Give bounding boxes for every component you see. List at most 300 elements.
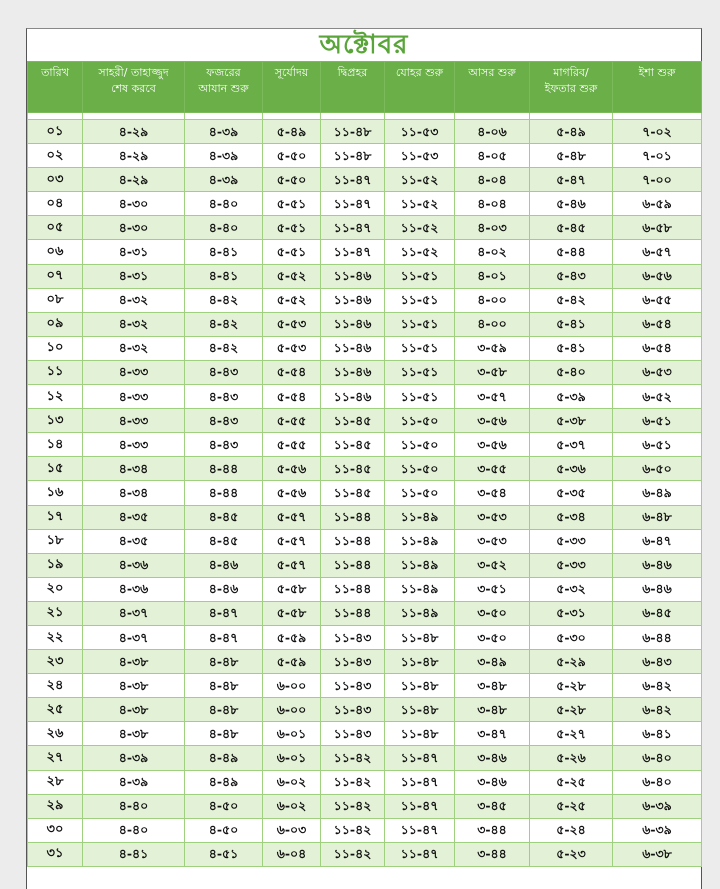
- fajr-cell: ৪-৪৭: [185, 625, 263, 649]
- zuhr-cell: ১১-৫১: [385, 264, 455, 288]
- isha-cell: ৬-৫৪: [613, 312, 702, 336]
- date-cell: ০২: [28, 144, 83, 168]
- fajr-cell: ৪-৫১: [185, 842, 263, 866]
- maghrib-cell: ৫-২৫: [530, 794, 613, 818]
- isha-cell: ৬-৪৫: [613, 601, 702, 625]
- sehri-cell: ৪-৪১: [83, 842, 185, 866]
- isha-cell: ৬-৪৮: [613, 505, 702, 529]
- zuhr-cell: ১১-৪৯: [385, 553, 455, 577]
- zuhr-cell: ১১-৪৮: [385, 625, 455, 649]
- sunrise-cell: ৫-৫৫: [263, 433, 321, 457]
- sunrise-cell: ৫-৫৩: [263, 336, 321, 360]
- sehri-cell: ৪-৩৯: [83, 746, 185, 770]
- maghrib-cell: ৫-৪৯: [530, 120, 613, 144]
- sunrise-cell: ৫-৫৪: [263, 385, 321, 409]
- asr-cell: ৩-৫৯: [455, 336, 530, 360]
- sunrise-cell: ৬-০২: [263, 794, 321, 818]
- gap-cell: [613, 113, 702, 120]
- zuhr-cell: ১১-৪৭: [385, 818, 455, 842]
- zuhr-cell: ১১-৪৯: [385, 505, 455, 529]
- noon-cell: ১১-৪৪: [321, 577, 385, 601]
- table-row: [28, 144, 702, 168]
- table-row: [28, 842, 702, 866]
- fajr-cell: ৪-৪৮: [185, 650, 263, 674]
- table-row: [28, 168, 702, 192]
- noon-cell: ১১-৪৭: [321, 168, 385, 192]
- sehri-cell: ৪-৩৮: [83, 674, 185, 698]
- col-header-isha: ইশা শুরু: [613, 62, 702, 113]
- sehri-cell: ৪-২৯: [83, 120, 185, 144]
- zuhr-cell: ১১-৫৩: [385, 120, 455, 144]
- noon-cell: ১১-৪২: [321, 818, 385, 842]
- table-row: [28, 240, 702, 264]
- sehri-cell: ৪-৩৯: [83, 770, 185, 794]
- fajr-cell: ৪-৪০: [185, 192, 263, 216]
- noon-cell: ১১-৪৩: [321, 698, 385, 722]
- sunrise-cell: ৫-৫৬: [263, 457, 321, 481]
- asr-cell: ৩-৪৮: [455, 698, 530, 722]
- date-cell: ২৫: [28, 698, 83, 722]
- asr-cell: ৪-০৫: [455, 144, 530, 168]
- month-title: অক্টোবর: [319, 30, 409, 60]
- fajr-cell: ৪-৪৯: [185, 746, 263, 770]
- isha-cell: ৭-০০: [613, 168, 702, 192]
- header-row: [28, 62, 702, 113]
- maghrib-cell: ৫-৪৪: [530, 240, 613, 264]
- noon-cell: ১১-৪৫: [321, 433, 385, 457]
- date-cell: ২৪: [28, 674, 83, 698]
- sehri-cell: ৪-২৯: [83, 168, 185, 192]
- zuhr-cell: ১১-৫০: [385, 481, 455, 505]
- sehri-cell: ৪-৩৪: [83, 481, 185, 505]
- maghrib-cell: ৫-৩৯: [530, 385, 613, 409]
- sehri-cell: ৪-৩৭: [83, 601, 185, 625]
- asr-cell: ৩-৫৬: [455, 433, 530, 457]
- sunrise-cell: ৫-৫৯: [263, 650, 321, 674]
- maghrib-cell: ৫-৩৩: [530, 553, 613, 577]
- sehri-cell: ৪-৩৩: [83, 360, 185, 384]
- sunrise-cell: ৫-৫১: [263, 192, 321, 216]
- sunrise-cell: ৫-৫৬: [263, 481, 321, 505]
- asr-cell: ৩-৫৩: [455, 505, 530, 529]
- header-gap-row: [28, 113, 702, 120]
- isha-cell: ৬-৪৬: [613, 553, 702, 577]
- table-row: [28, 650, 702, 674]
- sehri-cell: ৪-৩১: [83, 240, 185, 264]
- isha-cell: ৬-৪৩: [613, 650, 702, 674]
- sunrise-cell: ৬-০১: [263, 722, 321, 746]
- noon-cell: ১১-৪৫: [321, 457, 385, 481]
- fajr-cell: ৪-৩৯: [185, 144, 263, 168]
- sunrise-cell: ৫-৫২: [263, 288, 321, 312]
- asr-cell: ৩-৫২: [455, 553, 530, 577]
- zuhr-cell: ১১-৪৭: [385, 842, 455, 866]
- zuhr-cell: ১১-৫১: [385, 360, 455, 384]
- sunrise-cell: ৫-৫৭: [263, 553, 321, 577]
- date-cell: ০৮: [28, 288, 83, 312]
- isha-cell: ৬-৪০: [613, 770, 702, 794]
- fajr-cell: ৪-৪২: [185, 336, 263, 360]
- sunrise-cell: ৫-৪৯: [263, 120, 321, 144]
- maghrib-cell: ৫-২৫: [530, 770, 613, 794]
- date-cell: ০১: [28, 120, 83, 144]
- date-cell: ২৮: [28, 770, 83, 794]
- zuhr-cell: ১১-৪৮: [385, 722, 455, 746]
- table-row: [28, 264, 702, 288]
- gap-cell: [321, 113, 385, 120]
- table-row: [28, 505, 702, 529]
- sunrise-cell: ৫-৫৫: [263, 409, 321, 433]
- maghrib-cell: ৫-৪৩: [530, 264, 613, 288]
- zuhr-cell: ১১-৪৭: [385, 794, 455, 818]
- zuhr-cell: ১১-৫১: [385, 336, 455, 360]
- noon-cell: ১১-৪২: [321, 794, 385, 818]
- noon-cell: ১১-৪৩: [321, 674, 385, 698]
- table-row: [28, 409, 702, 433]
- fajr-cell: ৪-৫০: [185, 818, 263, 842]
- sehri-cell: ৪-৩৩: [83, 409, 185, 433]
- date-cell: ২৯: [28, 794, 83, 818]
- sehri-cell: ৪-৩৬: [83, 553, 185, 577]
- zuhr-cell: ১১-৫১: [385, 312, 455, 336]
- asr-cell: ৩-৫৮: [455, 360, 530, 384]
- table-row: [28, 529, 702, 553]
- date-cell: ০৫: [28, 216, 83, 240]
- maghrib-cell: ৫-৪৭: [530, 168, 613, 192]
- fajr-cell: ৪-৪৮: [185, 722, 263, 746]
- date-cell: ১৯: [28, 553, 83, 577]
- date-cell: ১০: [28, 336, 83, 360]
- isha-cell: ৬-৫৯: [613, 192, 702, 216]
- asr-cell: ৩-৪৪: [455, 842, 530, 866]
- maghrib-cell: ৫-৩৩: [530, 529, 613, 553]
- gap-cell: [455, 113, 530, 120]
- zuhr-cell: ১১-৫২: [385, 216, 455, 240]
- isha-cell: ৬-৩৯: [613, 794, 702, 818]
- isha-cell: ৬-৫৩: [613, 360, 702, 384]
- maghrib-cell: ৫-২৮: [530, 698, 613, 722]
- table-row: [28, 457, 702, 481]
- maghrib-cell: ৫-৪৬: [530, 192, 613, 216]
- sehri-cell: ৪-৩৫: [83, 529, 185, 553]
- date-cell: ১৩: [28, 409, 83, 433]
- asr-cell: ৪-০০: [455, 312, 530, 336]
- maghrib-cell: ৫-৩২: [530, 577, 613, 601]
- zuhr-cell: ১১-৫১: [385, 385, 455, 409]
- fajr-cell: ৪-৪৬: [185, 577, 263, 601]
- gap-cell: [28, 113, 83, 120]
- sunrise-cell: ৬-০০: [263, 674, 321, 698]
- asr-cell: ৩-৫৪: [455, 481, 530, 505]
- sehri-cell: ৪-৪০: [83, 818, 185, 842]
- isha-cell: ৬-৪৬: [613, 577, 702, 601]
- isha-cell: ৬-৪০: [613, 746, 702, 770]
- asr-cell: ৩-৪৬: [455, 746, 530, 770]
- sehri-cell: ৪-২৯: [83, 144, 185, 168]
- table-row: [28, 698, 702, 722]
- date-cell: ২০: [28, 577, 83, 601]
- isha-cell: ৬-৫৬: [613, 264, 702, 288]
- date-cell: ২১: [28, 601, 83, 625]
- fajr-cell: ৪-৪২: [185, 312, 263, 336]
- noon-cell: ১১-৪৬: [321, 312, 385, 336]
- fajr-cell: ৪-৪০: [185, 216, 263, 240]
- date-cell: ০৬: [28, 240, 83, 264]
- zuhr-cell: ১১-৫২: [385, 168, 455, 192]
- sehri-cell: ৪-৩৮: [83, 722, 185, 746]
- asr-cell: ৩-৪৬: [455, 770, 530, 794]
- date-cell: ১১: [28, 360, 83, 384]
- zuhr-cell: ১১-৫২: [385, 240, 455, 264]
- isha-cell: ৬-৫০: [613, 457, 702, 481]
- col-header-asr: আসর শুরু: [455, 62, 530, 113]
- maghrib-cell: ৫-৪৮: [530, 144, 613, 168]
- maghrib-cell: ৫-২৮: [530, 674, 613, 698]
- asr-cell: ৪-০৪: [455, 192, 530, 216]
- isha-cell: ৭-০১: [613, 144, 702, 168]
- zuhr-cell: ১১-৪৮: [385, 674, 455, 698]
- zuhr-cell: ১১-৫০: [385, 433, 455, 457]
- sunrise-cell: ৬-০১: [263, 746, 321, 770]
- sunrise-cell: ৫-৫০: [263, 144, 321, 168]
- date-cell: ০৪: [28, 192, 83, 216]
- noon-cell: ১১-৪৩: [321, 650, 385, 674]
- zuhr-cell: ১১-৪৮: [385, 698, 455, 722]
- asr-cell: ৩-৫৬: [455, 409, 530, 433]
- table-row: [28, 794, 702, 818]
- fajr-cell: ৪-৪৪: [185, 481, 263, 505]
- table-row: [28, 553, 702, 577]
- isha-cell: ৬-৫৮: [613, 216, 702, 240]
- noon-cell: ১১-৪৫: [321, 409, 385, 433]
- isha-cell: ৬-৪১: [613, 722, 702, 746]
- maghrib-cell: ৫-৪০: [530, 360, 613, 384]
- col-header-date: তারিখ: [28, 62, 83, 113]
- maghrib-cell: ৫-৩০: [530, 625, 613, 649]
- gap-cell: [185, 113, 263, 120]
- sehri-cell: ৪-৩৮: [83, 698, 185, 722]
- sehri-cell: ৪-৩৪: [83, 457, 185, 481]
- zuhr-cell: ১১-৪৭: [385, 746, 455, 770]
- gap-cell: [530, 113, 613, 120]
- date-cell: ৩১: [28, 842, 83, 866]
- zuhr-cell: ১১-৫৩: [385, 144, 455, 168]
- sehri-cell: ৪-৩৮: [83, 650, 185, 674]
- sehri-cell: ৪-৩০: [83, 216, 185, 240]
- asr-cell: ৩-৫৫: [455, 457, 530, 481]
- noon-cell: ১১-৪৪: [321, 529, 385, 553]
- zuhr-cell: ১১-৫০: [385, 409, 455, 433]
- fajr-cell: ৪-৫০: [185, 794, 263, 818]
- noon-cell: ১১-৪৮: [321, 144, 385, 168]
- sunrise-cell: ৫-৫০: [263, 168, 321, 192]
- isha-cell: ৬-৫৫: [613, 288, 702, 312]
- sunrise-cell: ৫-৫৮: [263, 601, 321, 625]
- fajr-cell: ৪-৪৫: [185, 529, 263, 553]
- isha-cell: ৬-৩৮: [613, 842, 702, 866]
- date-cell: ০৯: [28, 312, 83, 336]
- fajr-cell: ৪-৪৩: [185, 385, 263, 409]
- sunrise-cell: ৬-০৪: [263, 842, 321, 866]
- isha-cell: ৬-৫১: [613, 433, 702, 457]
- asr-cell: ৩-৪৫: [455, 794, 530, 818]
- sehri-cell: ৪-৩৭: [83, 625, 185, 649]
- fajr-cell: ৪-৪৭: [185, 601, 263, 625]
- noon-cell: ১১-৪৫: [321, 481, 385, 505]
- isha-cell: ৭-০২: [613, 120, 702, 144]
- col-header-maghrib: মাগরিব/ ইফতার শুরু: [530, 62, 613, 113]
- asr-cell: ৪-০২: [455, 240, 530, 264]
- asr-cell: ৩-৪৪: [455, 818, 530, 842]
- table-row: [28, 192, 702, 216]
- asr-cell: ৪-০০: [455, 288, 530, 312]
- date-cell: ০৩: [28, 168, 83, 192]
- date-cell: ২৭: [28, 746, 83, 770]
- date-cell: ১২: [28, 385, 83, 409]
- zuhr-cell: ১১-৫০: [385, 457, 455, 481]
- table-row: [28, 625, 702, 649]
- sunrise-cell: ৫-৫৩: [263, 312, 321, 336]
- zuhr-cell: ১১-৪৯: [385, 577, 455, 601]
- sehri-cell: ৪-৩২: [83, 288, 185, 312]
- gap-cell: [83, 113, 185, 120]
- sehri-cell: ৪-৩৫: [83, 505, 185, 529]
- date-cell: ৩০: [28, 818, 83, 842]
- sunrise-cell: ৫-৫৮: [263, 577, 321, 601]
- sehri-cell: ৪-৩৩: [83, 385, 185, 409]
- fajr-cell: ৪-৪৩: [185, 360, 263, 384]
- maghrib-cell: ৫-৪২: [530, 288, 613, 312]
- isha-cell: ৬-৪২: [613, 674, 702, 698]
- sehri-cell: ৪-৩৬: [83, 577, 185, 601]
- maghrib-cell: ৫-২৩: [530, 842, 613, 866]
- fajr-cell: ৪-৪৩: [185, 409, 263, 433]
- sehri-cell: ৪-৩৩: [83, 433, 185, 457]
- maghrib-cell: ৫-৪৫: [530, 216, 613, 240]
- table-row: [28, 577, 702, 601]
- noon-cell: ১১-৪৬: [321, 360, 385, 384]
- maghrib-cell: ৫-৪১: [530, 312, 613, 336]
- isha-cell: ৬-৫৭: [613, 240, 702, 264]
- isha-cell: ৬-৪৪: [613, 625, 702, 649]
- asr-cell: ৪-০১: [455, 264, 530, 288]
- maghrib-cell: ৫-৩৮: [530, 409, 613, 433]
- noon-cell: ১১-৪২: [321, 770, 385, 794]
- table-row: [28, 770, 702, 794]
- maghrib-cell: ৫-৩৬: [530, 457, 613, 481]
- table-row: [28, 336, 702, 360]
- asr-cell: ৪-০৬: [455, 120, 530, 144]
- prayer-time-table: [27, 61, 702, 867]
- maghrib-cell: ৫-২৬: [530, 746, 613, 770]
- asr-cell: ৩-৫০: [455, 625, 530, 649]
- sehri-cell: ৪-৪০: [83, 794, 185, 818]
- noon-cell: ১১-৪৭: [321, 240, 385, 264]
- asr-cell: ৩-৫১: [455, 577, 530, 601]
- zuhr-cell: ১১-৫১: [385, 288, 455, 312]
- noon-cell: ১১-৪৬: [321, 385, 385, 409]
- sunrise-cell: ৬-০৩: [263, 818, 321, 842]
- table-row: [28, 601, 702, 625]
- sunrise-cell: ৫-৫১: [263, 240, 321, 264]
- isha-cell: ৬-৪৭: [613, 529, 702, 553]
- date-cell: ১৪: [28, 433, 83, 457]
- zuhr-cell: ১১-৪৯: [385, 529, 455, 553]
- fajr-cell: ৪-৩৯: [185, 120, 263, 144]
- maghrib-cell: ৫-৪১: [530, 336, 613, 360]
- table-row: [28, 674, 702, 698]
- asr-cell: ৪-০৩: [455, 216, 530, 240]
- date-cell: ২৬: [28, 722, 83, 746]
- isha-cell: ৬-৫৪: [613, 336, 702, 360]
- fajr-cell: ৪-৪৫: [185, 505, 263, 529]
- noon-cell: ১১-৪২: [321, 842, 385, 866]
- noon-cell: ১১-৪৮: [321, 120, 385, 144]
- fajr-cell: ৪-৪২: [185, 288, 263, 312]
- isha-cell: ৬-৪২: [613, 698, 702, 722]
- fajr-cell: ৪-৪১: [185, 240, 263, 264]
- col-header-fajr: ফজরের আযান শুরু: [185, 62, 263, 113]
- table-row: [28, 481, 702, 505]
- table-row: [28, 385, 702, 409]
- table-row: [28, 360, 702, 384]
- zuhr-cell: ১১-৫২: [385, 192, 455, 216]
- asr-cell: ৩-৪৯: [455, 650, 530, 674]
- asr-cell: ৩-৫৭: [455, 385, 530, 409]
- noon-cell: ১১-৪৬: [321, 264, 385, 288]
- zuhr-cell: ১১-৪৭: [385, 770, 455, 794]
- isha-cell: ৬-৪৯: [613, 481, 702, 505]
- maghrib-cell: ৫-৩৭: [530, 433, 613, 457]
- col-header-sehri: সাহরী/ তাহাজ্জুদ শেষ করবে: [83, 62, 185, 113]
- zuhr-cell: ১১-৪৯: [385, 601, 455, 625]
- maghrib-cell: ৫-৩১: [530, 601, 613, 625]
- isha-cell: ৬-৫২: [613, 385, 702, 409]
- noon-cell: ১১-৪৬: [321, 288, 385, 312]
- asr-cell: ৩-৪৮: [455, 674, 530, 698]
- sunrise-cell: ৫-৫২: [263, 264, 321, 288]
- noon-cell: ১১-৪৪: [321, 601, 385, 625]
- asr-cell: ৩-৫৩: [455, 529, 530, 553]
- fajr-cell: ৪-৪৪: [185, 457, 263, 481]
- asr-cell: ৩-৫০: [455, 601, 530, 625]
- maghrib-cell: ৫-২৪: [530, 818, 613, 842]
- date-cell: ২৩: [28, 650, 83, 674]
- table-row: [28, 216, 702, 240]
- calendar-page: [26, 28, 702, 889]
- asr-cell: ৪-০৪: [455, 168, 530, 192]
- maghrib-cell: ৫-৩৪: [530, 505, 613, 529]
- sunrise-cell: ৫-৫৪: [263, 360, 321, 384]
- date-cell: ১৭: [28, 505, 83, 529]
- sunrise-cell: ৫-৫৭: [263, 505, 321, 529]
- fajr-cell: ৪-৪৯: [185, 770, 263, 794]
- table-row: [28, 120, 702, 144]
- noon-cell: ১১-৪৬: [321, 336, 385, 360]
- table-row: [28, 722, 702, 746]
- table-row: [28, 433, 702, 457]
- fajr-cell: ৪-৪৮: [185, 674, 263, 698]
- noon-cell: ১১-৪৪: [321, 553, 385, 577]
- sunrise-cell: ৫-৫৭: [263, 529, 321, 553]
- noon-cell: ১১-৪৭: [321, 192, 385, 216]
- noon-cell: ১১-৪২: [321, 746, 385, 770]
- sehri-cell: ৪-৩০: [83, 192, 185, 216]
- noon-cell: ১১-৪৭: [321, 216, 385, 240]
- asr-cell: ৩-৪৭: [455, 722, 530, 746]
- gap-cell: [385, 113, 455, 120]
- sunrise-cell: ৬-০২: [263, 770, 321, 794]
